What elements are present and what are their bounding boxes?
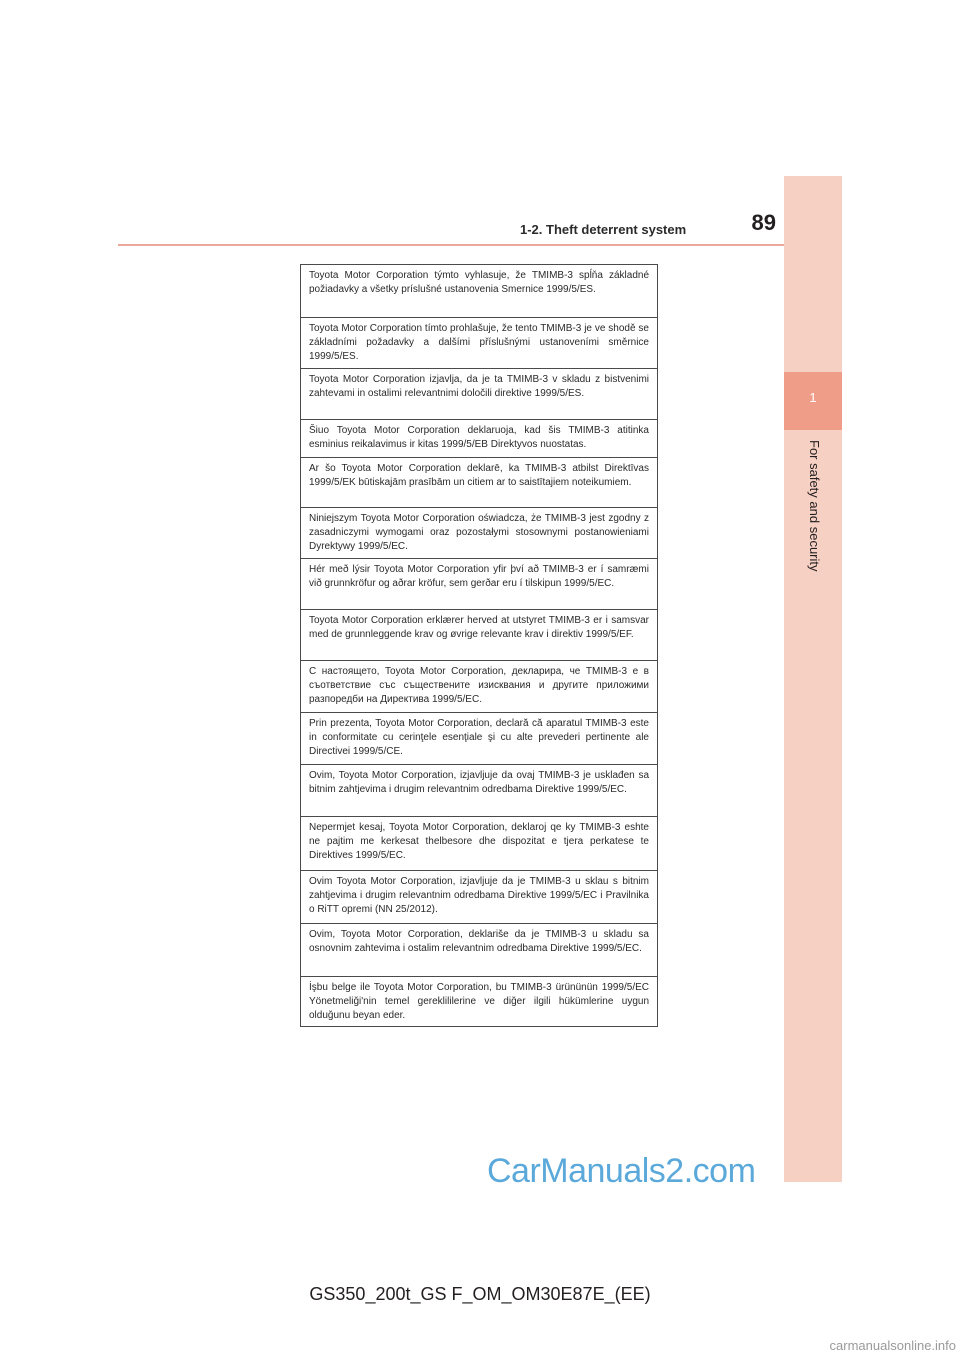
header-rule (118, 244, 784, 246)
declaration-slovenian: Toyota Motor Corporation izjavlja, da je ta TMIMB-3 v skladu z bistvenimi zahtevami in ostalimi relevantnimi določili direktive 1999/5/ES. (301, 369, 657, 420)
declaration-polish: Niniejszym Toyota Motor Corporation oświadcza, że TMIMB-3 jest zgodny z zasadniczymi wymogami oraz pozostałymi stosownymi postanowieniami Dyrektywy 1999/5/EC. (301, 508, 657, 559)
source-mark: carmanualsonline.info (829, 1338, 956, 1353)
declaration-czech: Toyota Motor Corporation tímto prohlašuje, že tento TMIMB-3 je ve shodě se základními požadavky a dalšími příslušnými ustanoveními směrnice 1999/5/ES. (301, 318, 657, 369)
declaration-bulgarian: С настоящето, Toyota Motor Corporation, декларира, че TMIMB-3 е в съответствие със съществените изисквания и другите приложими разпоредби на Директива 1999/5/ЕС. (301, 661, 657, 713)
side-strip (784, 176, 842, 1182)
chapter-number: 1 (809, 390, 817, 405)
declaration-romanian: Prin prezenta, Toyota Motor Corporation, declară că aparatul TMIMB-3 este in conformitate cu cerinţele esenţiale şi cu alte prevederi pertinente ale Directivei 1999/5/CE. (301, 713, 657, 765)
section-title: 1-2. Theft deterrent system (520, 222, 687, 237)
declaration-croatian: Ovim Toyota Motor Corporation, izjavljuje da je TMIMB-3 u sklau s bitnim zahtjevima i drugim relevantnim odredbama Direktive 1999/5/EC i Pravilnika o RiTT opremi (NN 25/2012). (301, 871, 657, 924)
declaration-albanian: Nepermjet kesaj, Toyota Motor Corporation, deklaroj qe ky TMIMB-3 eshte ne pajtim me kerkesat thelbesore dhe dispozitat e tjera perkatese te Direktives 1999/5/EC. (301, 817, 657, 871)
declarations-table (300, 264, 658, 1027)
declaration-bosnian: Ovim, Toyota Motor Corporation, izjavljuje da ovaj TMIMB-3 je usklađen sa bitnim zahtjevima i drugim relevantnim odredbama Direktive 1999/5/EC. (301, 765, 657, 817)
declaration-serbian: Ovim, Toyota Motor Corporation, deklariše da je TMIMB-3 u skladu sa osnovnim zahtevima i ostalim relevantnim odredbama Direktive 1999/5/EC. (301, 924, 657, 977)
declaration-slovak: Toyota Motor Corporation týmto vyhlasuje, že TMIMB-3 spĺňa základné požiadavky a všetky príslušné ustanovenia Smernice 1999/5/ES. (301, 265, 657, 318)
chapter-label-wrap (784, 430, 842, 660)
declaration-lithuanian: Šiuo Toyota Motor Corporation deklaruoja, kad šis TMIMB-3 atitinka esminius reikalavimus ir kitas 1999/5/EB Direktyvos nuostatas. (301, 420, 657, 458)
document-code: GS350_200t_GS F_OM_OM30E87E_(EE) (309, 1284, 651, 1304)
chapter-label: For safety and security (807, 440, 822, 572)
page-number: 89 (751, 210, 776, 235)
declaration-turkish: İşbu belge ile Toyota Motor Corporation, bu TMIMB-3 ürününün 1999/5/EC Yönetmeliği'nin temel gereklililerine ve diğer ilgili hükümlerine uygun olduğunu beyan eder. (309, 982, 649, 1021)
declaration-latvian: Ar šo Toyota Motor Corporation deklarē, ka TMIMB-3 atbilst Direktīvas 1999/5/EK būtiskajām prasībām un citiem ar to saistītajiem noteikumiem. (301, 458, 657, 508)
watermark-logo: CarManuals2.com (487, 1152, 756, 1190)
declaration-norwegian: Toyota Motor Corporation erklærer herved at utstyret TMIMB-3 er i samsvar med de grunnleggende krav og øvrige relevante krav i direktiv 1999/5/EF. (301, 610, 657, 661)
declaration-icelandic: Hér með lýsir Toyota Motor Corporation yfir því að TMIMB-3 er í samræmi við grunnkröfur og aðrar kröfur, sem gerðar eru í tilskipun 1999/5/EC. (301, 559, 657, 610)
